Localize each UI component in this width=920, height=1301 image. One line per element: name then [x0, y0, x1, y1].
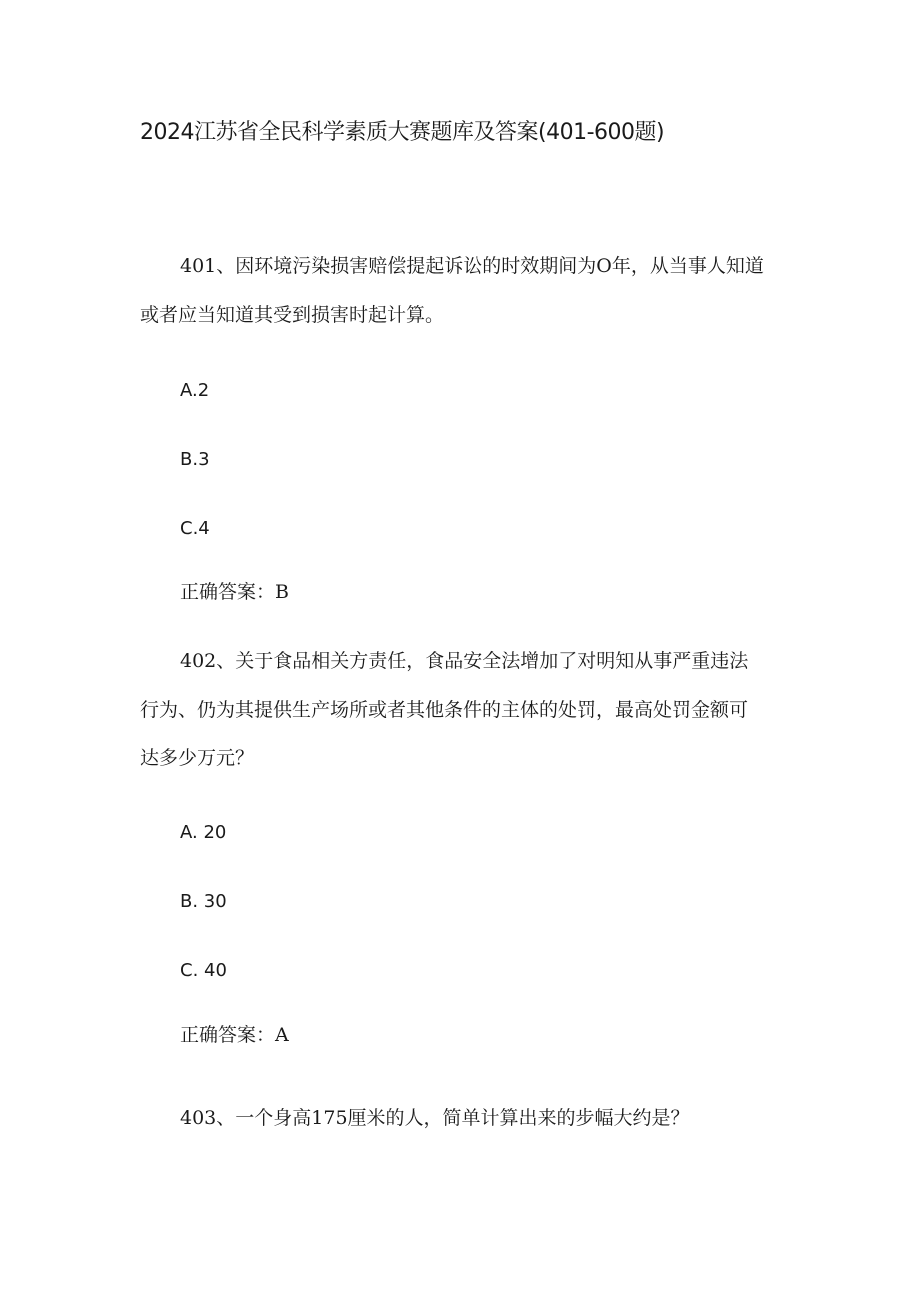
- question-401-option-a: A.2: [180, 380, 210, 401]
- question-402-option-c: C. 40: [180, 960, 227, 981]
- question-402-answer: 正确答案：A: [180, 1024, 289, 1046]
- question-402-option-a: A. 20: [180, 822, 227, 843]
- question-401-line-1: 401、因环境污染损害赔偿提起诉讼的时效期间为O年，从当事人知道: [180, 255, 764, 277]
- question-402-option-b: B. 30: [180, 891, 227, 912]
- question-402-line-2: 行为、仍为其提供生产场所或者其他条件的主体的处罚，最高处罚金额可: [140, 699, 749, 721]
- document-title: 2024江苏省全民科学素质大赛题库及答案(401-600题): [140, 120, 665, 145]
- question-401-line-2: 或者应当知道其受到损害时起计算。: [140, 304, 445, 326]
- question-401-answer: 正确答案：B: [180, 581, 289, 603]
- question-401-option-c: C.4: [180, 518, 210, 539]
- question-401-option-b: B.3: [180, 449, 210, 470]
- question-402-line-1: 402、关于食品相关方责任，食品安全法增加了对明知从事严重违法: [180, 650, 749, 672]
- question-402-line-3: 达多少万元？: [140, 747, 255, 769]
- question-403-line-1: 403、一个身高175厘米的人，简单计算出来的步幅大约是？: [180, 1107, 690, 1129]
